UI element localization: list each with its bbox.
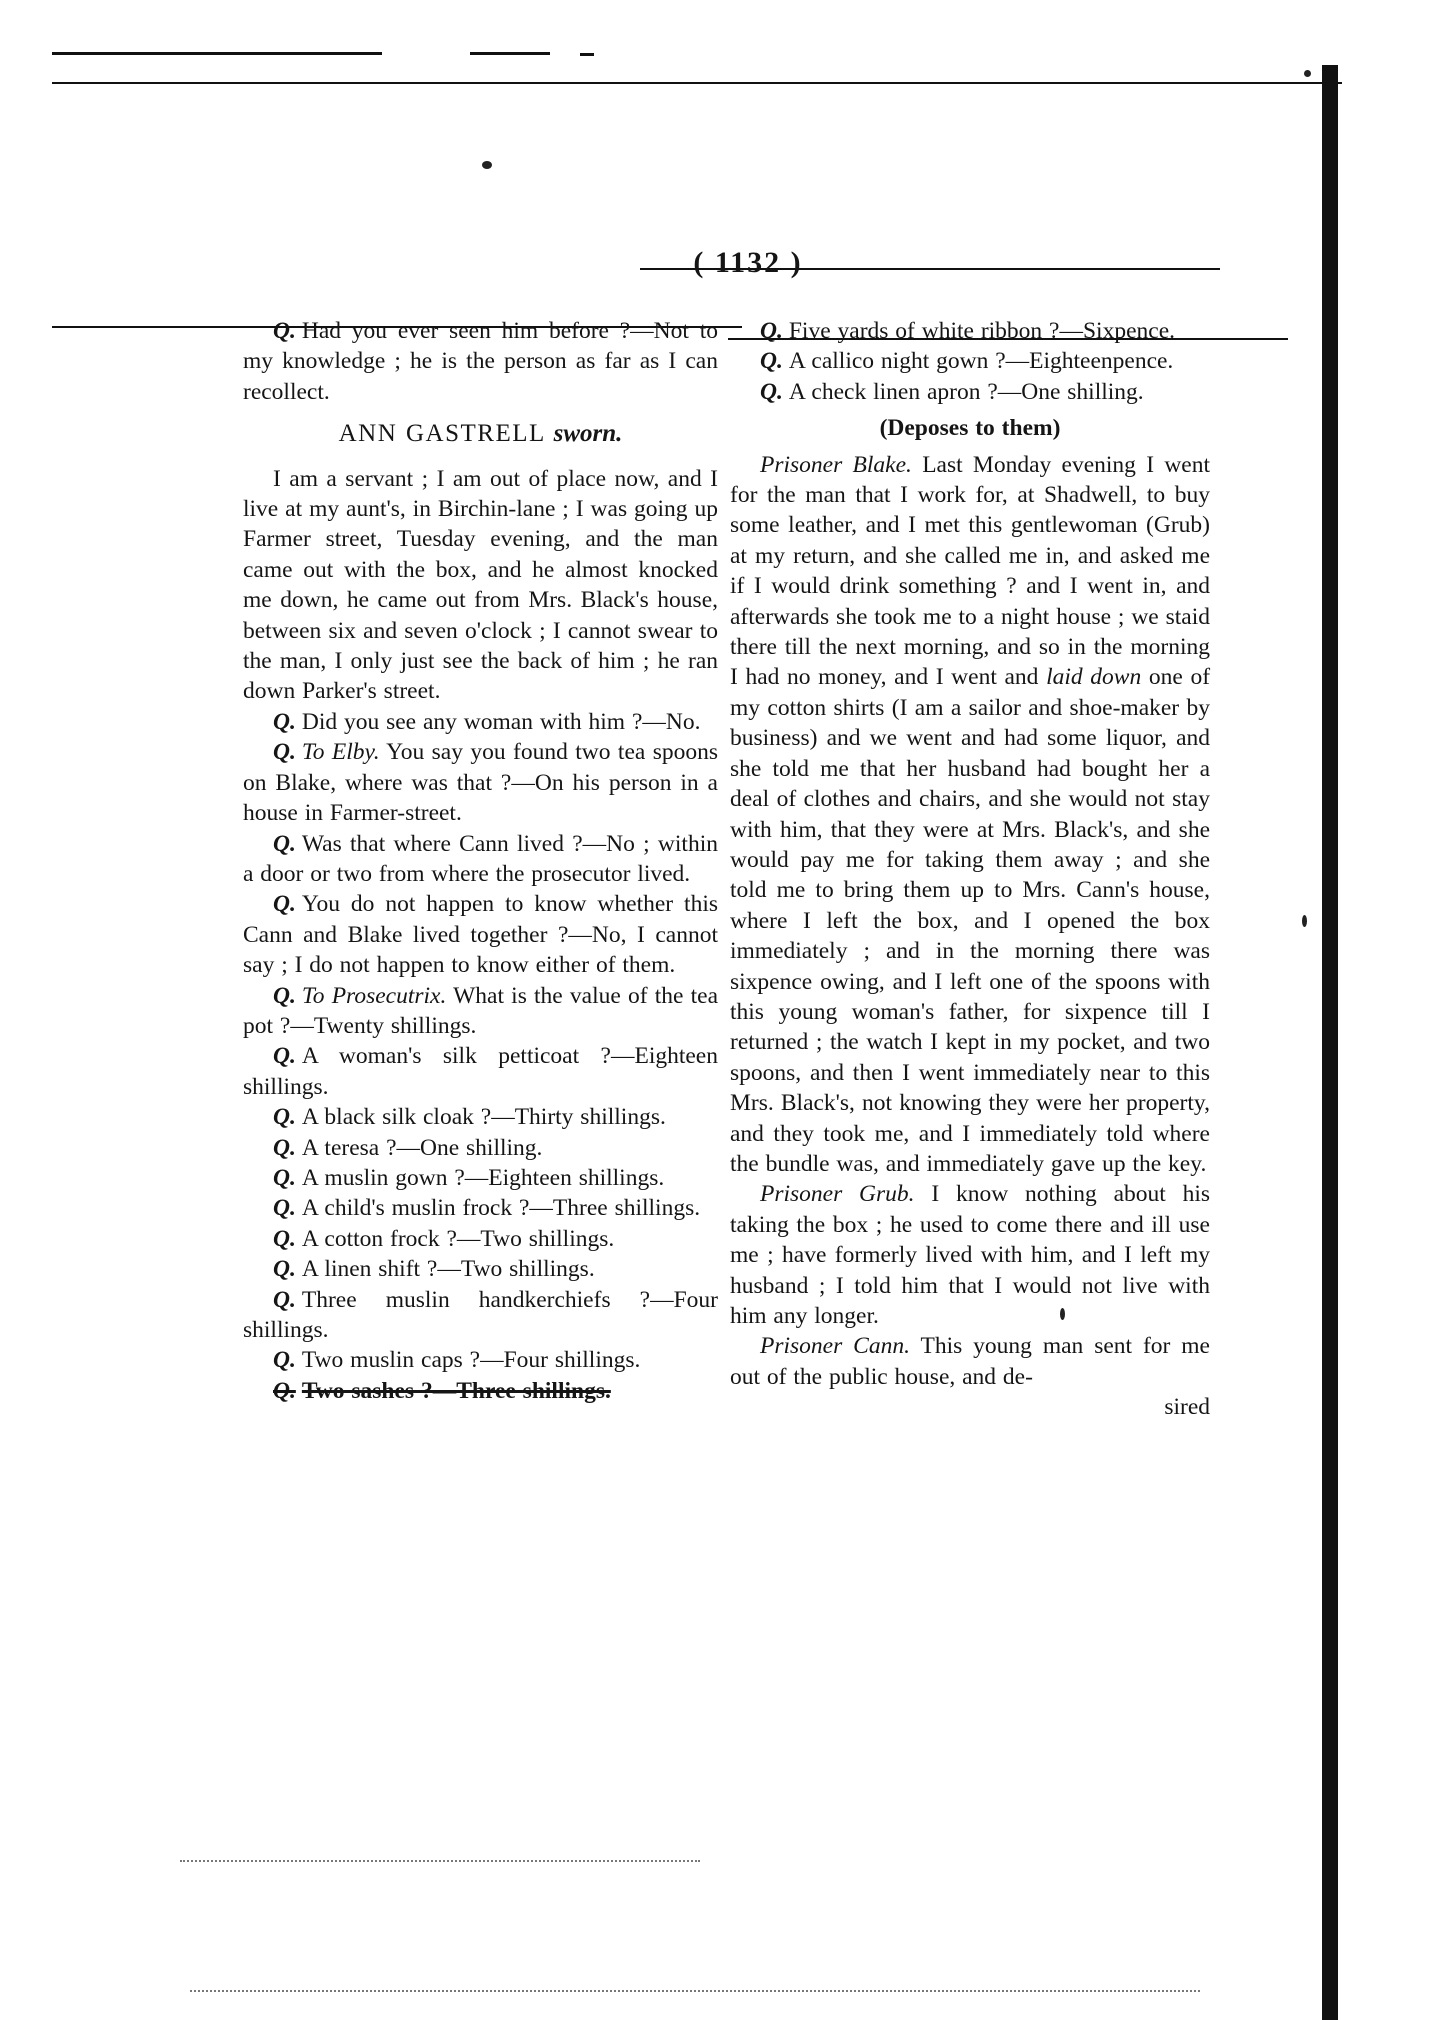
left-column <box>243 316 718 1406</box>
q-glyph: Q. <box>760 378 783 405</box>
q-glyph: Q. <box>273 1377 296 1404</box>
value-item-struck: Q. Two sashes ?—Three shillings. <box>273 1377 611 1404</box>
ink-speck <box>1302 915 1307 927</box>
top-rule-long <box>52 82 1342 84</box>
scan-noise <box>180 1860 700 1862</box>
speaker-label: Prisoner Grub. <box>760 1181 915 1208</box>
value-item: Q. Five yards of white ribbon ?—Sixpence. <box>760 318 1175 344</box>
witness-sworn: sworn. <box>553 420 623 448</box>
q-glyph: Q. <box>273 1195 296 1222</box>
q-glyph: Q. <box>273 1134 296 1161</box>
q-glyph: Q. <box>273 739 296 766</box>
value-item: Q. Three muslin handkerchiefs ?—Four shillings. <box>243 1286 718 1343</box>
value-item: Q. A check linen apron ?—One shilling. <box>760 378 1144 405</box>
question-paragraph: Q. Did you see any woman with him ?—No. <box>273 708 701 735</box>
q-glyph: Q. <box>273 1043 296 1070</box>
q-glyph: Q. <box>273 1164 296 1191</box>
q-glyph: Q. <box>760 318 783 344</box>
testimony-paragraph: I am a servant ; I am out of place now, and I live at my aunt's, in Birchin-lane ; I was going up Farmer street, Tuesday evening, and the man came out with the box, and he almost knocked me down, he came out from Mrs. Black's house, between six and seven o'clock ; I cannot swear to the man, I only just see the back of him ; he ran down Parker's street. <box>243 465 718 705</box>
q-glyph: Q. <box>273 1104 296 1131</box>
question-paragraph: Q. To Elby. You say you found two tea spoons on Blake, where was that ?—On his person in a house in Farmer-street. <box>243 739 719 827</box>
catchword: sired <box>1164 1394 1210 1421</box>
question-paragraph: Q. Had you ever seen him before ?—Not to my knowledge ; he is the person as far as I can recollect. <box>243 318 718 405</box>
top-rule-fragment <box>580 53 594 56</box>
value-item: Q. A muslin gown ?—Eighteen shillings. <box>273 1164 665 1191</box>
top-rule <box>52 52 382 55</box>
italic-phrase: laid down <box>1046 664 1142 691</box>
value-item: Q. A teresa ?—One shilling. <box>273 1134 543 1161</box>
value-item: Q. A black silk cloak ?—Thirty shillings. <box>273 1104 666 1131</box>
prisoner-statement: Prisoner Blake. Last Monday evening I went for the man that I work for, at Shadwell, to buy some leather, and I met this gentlewoman (Grub) at my return, and she called me in, and asked me if I would drink something ? and I went in, and afterwards she took me to a night house ; we staid there till the next morning, and so in the morning I had no money, and I went and laid down one of my cotton shirts (I am a sailor and shoe-maker by business) and we went and had some liquor, and she told me that her husband had bought her a deal of clothes and chairs, and she would not stay with him, that they were at Mrs. Black's, and she would pay me for taking them away ; and she told me to bring them up to Mrs. Cann's house, where I left the box, and I opened the box immediately ; and in the morning there was sixpence owing, and I left one of the spoons with this young woman's father, for sixpence till I returned ; the watch I kept in my pocket, and two spoons, and then I went immediately near to this Mrs. Black's, not knowing they were her property, and they took me, and I immediately told where the bundle was, and immediately gave up the key. <box>730 451 1211 1177</box>
speaker-label: Prisoner Blake. <box>760 451 912 478</box>
q-glyph: Q. <box>273 1225 296 1252</box>
question-paragraph: Q. To Prosecutrix. What is the value of the tea pot ?—Twenty shillings. <box>243 982 719 1039</box>
prisoner-statement: Prisoner Grub. I know nothing about his taking the box ; he used to come there and ill use me ; have formerly lived with him, and I left my husband ; I told him that I would not live with him any longer. <box>730 1181 1210 1329</box>
speaker-label: Prisoner Cann. <box>760 1333 910 1360</box>
scan-noise <box>190 1990 1200 1992</box>
question-paragraph: Q. Was that where Cann lived ?—No ; within a door or two from where the prosecutor lived. <box>243 830 718 887</box>
binding-edge <box>1322 65 1338 2020</box>
q-glyph: Q. <box>760 348 783 375</box>
q-glyph: Q. <box>273 830 296 857</box>
addressee-label: To Prosecutrix. <box>301 982 447 1009</box>
ink-speck <box>1304 70 1311 77</box>
value-item: Q. A cotton frock ?—Two shillings. <box>273 1225 615 1252</box>
ink-speck <box>482 161 492 169</box>
q-glyph: Q. <box>273 708 296 735</box>
value-item: Q. A callico night gown ?—Eighteenpence. <box>760 348 1174 375</box>
right-column <box>730 316 1210 1423</box>
deposes-note: (Deposes to them) <box>879 415 1061 442</box>
q-glyph: Q. <box>273 1286 296 1313</box>
value-item: Q. A linen shift ?—Two shillings. <box>273 1256 595 1283</box>
question-paragraph: Q. You do not happen to know whether this Cann and Blake lived together ?—No, I cannot say ; I do not happen to know either of them. <box>243 891 718 979</box>
value-item: Q. A child's muslin frock ?—Three shillings. <box>273 1195 701 1222</box>
witness-name: ANN GASTRELL <box>338 420 545 448</box>
value-item: Q. Two muslin caps ?—Four shillings. <box>273 1347 641 1374</box>
top-rule-fragment <box>470 52 550 55</box>
q-glyph: Q. <box>273 891 296 918</box>
q-glyph: Q. <box>273 1256 296 1283</box>
page-number: ( 1132 ) <box>693 246 803 279</box>
addressee-label: To Elby. <box>301 739 380 766</box>
q-glyph: Q. <box>273 982 296 1009</box>
witness-heading <box>243 419 718 449</box>
value-item: Q. A woman's silk petticoat ?—Eighteen shillings. <box>243 1043 718 1100</box>
prisoner-statement: Prisoner Cann. This young man sent for me out of the public house, and de- <box>730 1333 1210 1390</box>
q-glyph: Q. <box>273 318 296 344</box>
q-glyph: Q. <box>273 1347 296 1374</box>
